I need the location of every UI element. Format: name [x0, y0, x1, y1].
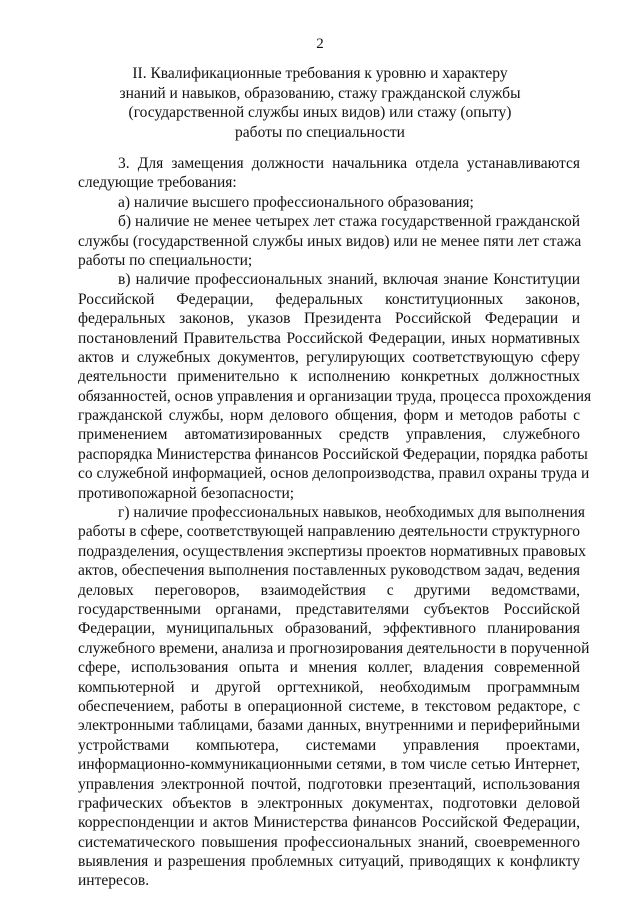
section-title-line: II. Квалификационные требования к уровню и характеру: [132, 65, 508, 82]
text-line: а) наличие высшего профессионального образования;: [118, 193, 474, 211]
text-line: выявления и разрешения проблемных ситуаций, приводящих к конфликту: [78, 853, 580, 871]
text-line: деятельности применительно к исполнению конкретных должностных: [78, 368, 580, 386]
text-line: информационно-коммуникационными сетями, в том числе сетью Интернет,: [78, 756, 580, 774]
text-line: г) наличие профессиональных навыков, необходимых для выполнения: [118, 504, 585, 522]
text-line: государственными органами, представителями субъектов Российской: [78, 600, 580, 618]
text-line: сфере, использования опыта и мнения коллег, владения современной: [78, 659, 580, 677]
text-line: графических объектов в электронных документах, подготовки деловой: [78, 794, 580, 812]
text-line: обязанностей, основ управления и организации труда, процесса прохождения: [78, 387, 592, 405]
text-line: распорядка Министерства финансов Российской Федерации, порядка работы: [78, 445, 588, 463]
section-title-line: знаний и навыков, образованию, стажу гражданской службы: [119, 84, 521, 102]
text-line: управления электронной почтой, подготовки презентаций, использования: [78, 775, 580, 793]
text-line: электронными таблицами, базами данных, внутренними и периферийными: [78, 717, 580, 735]
section-title-line: (государственной службы иных видов) или стажу (опыту): [128, 104, 512, 122]
text-line: корреспонденции и актов Министерства финансов Российской Федерации,: [78, 814, 580, 832]
text-line: актов, обеспечения выполнения поставленных руководством задач, ведения: [78, 562, 580, 580]
text-line: со служебной информацией, основ делопроизводства, правил охраны труда и: [78, 465, 590, 483]
text-line: гражданской службы, норм делового общения, форм и методов работы с: [78, 407, 580, 425]
text-line: противопожарной безопасности;: [78, 484, 295, 502]
text-line: обеспечением, работы в операционной системе, в текстовом редакторе, с: [78, 697, 580, 715]
text-line: Российской Федерации, федеральных конституционных законов,: [78, 290, 580, 308]
text-line: интересов.: [78, 872, 150, 890]
text-line: работы по специальности;: [78, 251, 253, 269]
body-text: [78, 154, 592, 891]
text-line: компьютерной и другой оргтехникой, необходимым программным: [78, 678, 580, 696]
text-line: служебного времени, анализа и прогнозирования деятельности в порученной: [78, 639, 590, 657]
text-line: 3. Для замещения должности начальника отдела устанавливаются: [118, 155, 580, 172]
text-line: федеральных законов, указов Президента Российской Федерации и: [78, 310, 580, 328]
text-line: работы в сфере, соответствующей направлению деятельности структурного: [78, 523, 581, 541]
text-line: службы (государственной службы иных видов) или не менее пяти лет стажа: [78, 232, 582, 250]
text-line: в) наличие профессиональных знаний, включая знание Конституции: [118, 271, 580, 289]
text-line: актов и служебных документов, регулирующих соответствующую сферу: [78, 348, 580, 366]
text-line: применением автоматизированных средств управления, служебного: [78, 426, 580, 444]
section-title-line: работы по специальности: [235, 123, 405, 141]
text-line: систематического повышения профессиональных знаний, своевременного: [78, 833, 580, 851]
text-line: устройствами компьютера, системами управления проектами,: [78, 736, 580, 754]
text-line: деловых переговоров, взаимодействия с другими ведомствами,: [78, 581, 580, 599]
text-line: б) наличие не менее четырех лет стажа государственной гражданской: [118, 213, 580, 231]
page-number: 2: [316, 36, 324, 52]
section-title: [110, 64, 530, 142]
text-line: следующие требования:: [78, 174, 237, 192]
text-line: Федерации, муниципальных образований, эффективного планирования: [78, 620, 580, 638]
text-line: постановлений Правительства Российской Федерации, иных нормативных: [78, 329, 580, 347]
text-line: подразделения, осуществления экспертизы проектов нормативных правовых: [78, 542, 586, 560]
